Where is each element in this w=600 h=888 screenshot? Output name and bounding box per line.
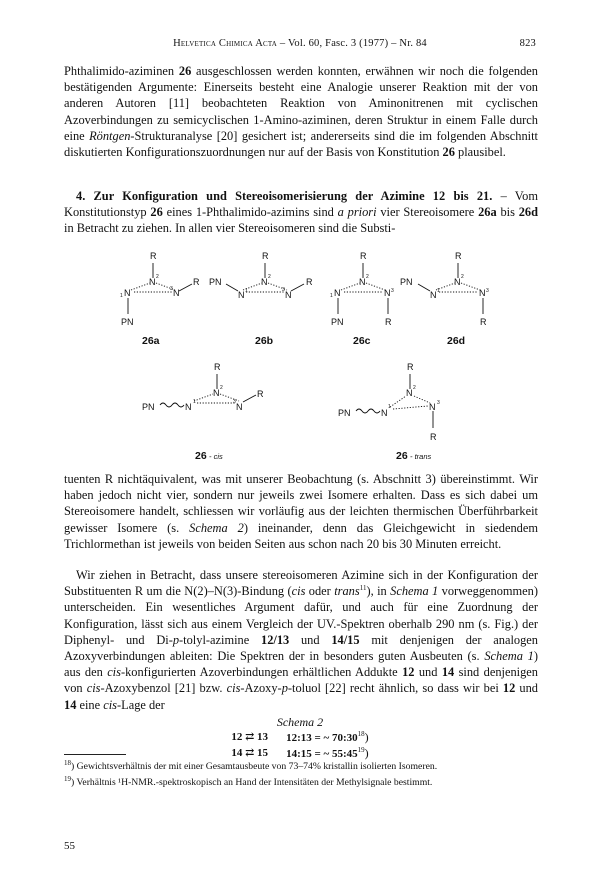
atom-n2: N [261,277,268,287]
svg-text:1: 1 [245,288,248,294]
atom-r: R [257,389,264,399]
paragraph-1: Phthalimido-aziminen 26 ausgeschlossen werden konnten, erwähnen wir noch die folgenden bestätigenden Argumente: Einerseits besteht eine Analogie unserer Reaktion mit der von anderen Autoren [11] beobachteten Reaktion von Aminonitrenen mit cyclischen Azoverbindungen zu semicyclischen 1-Amino-aziminen, deren Struktur in einem Falle durch eine Röntgen-Strukturanalyse [20] gesichert ist; andererseits sind die im folgenden Abschnitt diskutierten Konfigurationszuordnungen nur auf der Basis von Konstitution 26 plausibel. [64,64,538,160]
paragraph-2: tuenten R nichtäquivalent, was mit unserer Beobachtung (s. Abschnitt 3) übereinstimmt. Wir haben jedoch nicht vier, sondern nur jeweils zwei Isomere erhalten. Dass es sich dabei um Stereoisomere handelt, schliessen wir vorläufig aus der leichten thermischen Überführbarkeit gewisser Isomere (s. Schema 2) ineinander, denn das Gleichgewicht in siedendem Trichlormethan ist jeweils von beiden Seiten aus schon nach 20 bis 30 Minuten erreicht. [64,472,539,551]
atom-n3: N [429,402,436,412]
svg-text:2: 2 [220,385,223,391]
atom-n2: N [149,277,156,287]
svg-text:1: 1 [330,293,333,299]
atom-n2: N [406,388,413,398]
svg-text:2: 2 [268,274,271,280]
label-trans-suffix: - trans [410,452,432,461]
atom-pn: PN [338,408,351,418]
atom-r: R [360,251,367,261]
atom-r: R [385,317,392,327]
footnote-18: $^{18}$) Gewichtsverhältnis der mit einer Gesamtausbeute von 73–74% kristallin isolierten Isomeren. [64,758,438,772]
schema-row: 12 ⇄ 13 12:13 = ~ $70:30^{18}$) [231,729,369,744]
atom-pn: PN [142,402,155,412]
atom-n3: N [479,288,486,298]
svg-text:3: 3 [437,400,440,406]
svg-text:1: 1 [120,293,123,299]
atom-n1: N [124,288,131,298]
atom-r: R [480,317,487,327]
atom-n3: N [236,402,243,412]
atom-n1: N [381,408,388,418]
footnote-19: $^{19}$) Verhältnis ¹H-NMR.-spektroskopisch an Hand der Intensitäten der Methylsignale bestimmt. [64,774,433,788]
svg-text:2: 2 [413,385,416,391]
schema-title: Schema 2 [276,715,324,729]
atom-n2: N [454,277,461,287]
svg-text:1: 1 [193,399,196,405]
svg-text:2: 2 [461,274,464,280]
atom-n3: N [384,288,391,298]
svg-text:3: 3 [233,399,236,405]
atom-n1: N [334,288,341,298]
svg-text:3: 3 [170,286,173,292]
svg-text:3: 3 [391,288,394,294]
svg-text:2: 2 [156,274,159,280]
atom-n2: N [213,388,220,398]
section-heading: 4. Zur Konfiguration und Stereoisomerisierung der Azimine 12 bis 21. [76,189,493,203]
atom-r: R [262,251,269,261]
equilibrium: 12 ⇄ 13 [231,731,269,743]
journal-name: Helvetica Chimica Acta [173,38,278,49]
ratio: 12:13 = ~ 70:30 [286,732,358,744]
atom-n3: N [173,288,180,298]
atom-r: R [455,251,462,261]
atom-r: R [214,362,221,372]
journal-info: – Vol. 60, Fasc. 3 (1977) – Nr. 84 [277,38,427,49]
svg-text:1: 1 [437,288,440,294]
atom-n1: N [430,290,437,300]
label-26a: 26a [142,335,160,347]
svg-text:2: 2 [366,274,369,280]
label-26-trans: 26 [396,450,408,462]
svg-text:1: 1 [388,404,391,410]
folio-number: 55 [64,840,75,852]
atom-r: R [407,362,414,372]
atom-r: R [193,277,200,287]
schema-row: 14 ⇄ 15 14:15 = ~ $55:45^{19}$) [231,745,369,760]
label-cis-suffix: - cis [209,452,223,461]
page-number: 823 [519,38,536,49]
paragraph-3: Wir ziehen in Betracht, dass unsere stereoisomeren Azimine sich in der Konfiguration der Substituenten R um die N(2)–N(3)-Bindung (cis oder trans$^{11}$), in Schema 1 vorweggenommen) unterscheiden. Ein wesentliches Argument dafür, und auch für eine Zuordnung der Konfiguration, lässt sich aus einem Vergleich der UV.-Spektren oberhalb 290 nm (s. Fig.) der Diphenyl- und Di-p-tolyl-azimine 12/13 und 14/15 mit denjenigen der analogen Azoxyverbindungen ableiten: Die Spektren der in besonders guten Ausbeuten (s. Schema 1) aus den cis-konfigurierten Azoverbindungen erhältlichen Addukte 12 und 14 sind denjenigen von cis-Azoxybenzol [21] bzw. cis-Azoxy-p-toluol [22] recht ähnlich, so dass wir bei 12 und 14 eine cis-Lage der [64,568,539,712]
atom-n2: N [359,277,366,287]
atom-n1: N [185,402,192,412]
label-26-cis: 26 [195,450,207,462]
atom-n1: N [238,290,245,300]
atom-pn: PN [400,277,413,287]
atom-n3: N [285,290,292,300]
atom-r: R [306,277,313,287]
svg-text:3: 3 [282,287,285,293]
section-4-paragraph: 4. Zur Konfiguration und Stereoisomerisierung der Azimine 12 bis 21. – Vom Konstitutionstyp 26 eines 1-Phthalimido-azimins sind a priori vier Stereoisomere 26a bis 26d in Betracht zu ziehen. In allen vier Stereoisomeren sind die Substi- [64,189,538,236]
label-26c: 26c [353,335,371,347]
atom-r: R [150,251,157,261]
svg-text:3: 3 [486,288,489,294]
label-26b: 26b [255,335,274,347]
atom-pn: PN [209,277,222,287]
label-26d: 26d [447,335,466,347]
ratio: 14:15 = ~ 55:45 [286,748,358,760]
footnote-rule [64,754,126,755]
atom-pn: PN [121,317,134,327]
atom-r: R [430,432,437,442]
equilibrium: 14 ⇄ 15 [231,747,269,759]
atom-pn: PN [331,317,344,327]
